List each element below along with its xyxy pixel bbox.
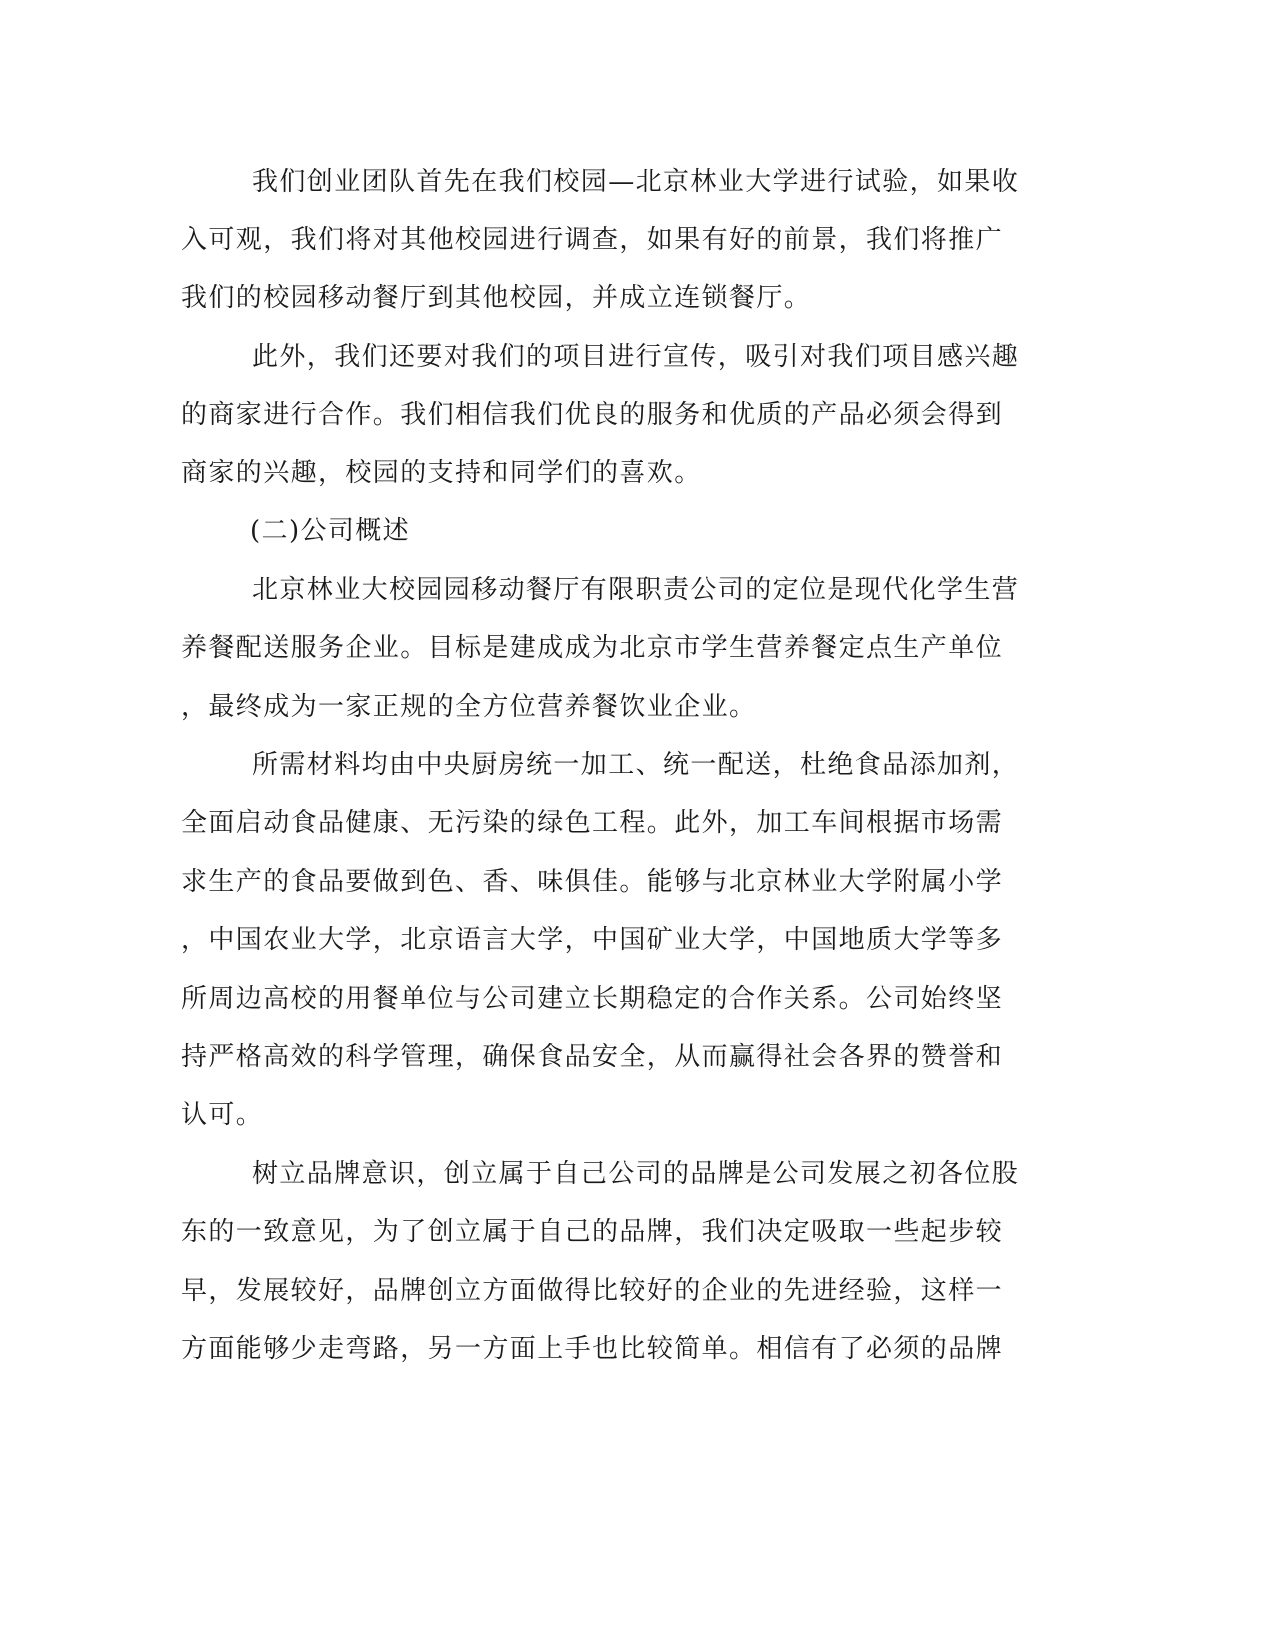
text-line: 养餐配送服务企业。目标是建成成为北京市学生营养餐定点生产单位 (181, 633, 1004, 663)
text-line: 的商家进行合作。我们相信我们优良的服务和优质的产品必须会得到 (181, 400, 1004, 430)
text-line: 持严格高效的科学管理，确保食品安全，从而赢得社会各界的赞誉和 (181, 1042, 1004, 1072)
text-line: 求生产的食品要做到色、香、味俱佳。能够与北京林业大学附属小学 (181, 867, 1004, 897)
text-line: 此外，我们还要对我们的项目进行宣传，吸引对我们项目感兴趣 (252, 342, 1020, 372)
text-line: 商家的兴趣，校园的支持和同学们的喜欢。 (181, 458, 702, 488)
text-line: ，中国农业大学，北京语言大学，中国矿业大学，中国地质大学等多 (181, 925, 1004, 955)
text-line: 全面启动食品健康、无污染的绿色工程。此外，加工车间根据市场需 (181, 808, 1004, 838)
text-line: 树立品牌意识，创立属于自己公司的品牌是公司发展之初各位股 (252, 1159, 1020, 1189)
section-heading: (二)公司概述 (250, 516, 411, 546)
text-line: 方面能够少走弯路，另一方面上手也比较简单。相信有了必须的品牌 (181, 1334, 1004, 1364)
text-line: 所周边高校的用餐单位与公司建立长期稳定的合作关系。公司始终坚 (181, 984, 1004, 1014)
text-line: 我们创业团队首先在我们校园—北京林业大学进行试验，如果收 (252, 167, 1020, 197)
text-line: 我们的校园移动餐厅到其他校园，并成立连锁餐厅。 (181, 283, 812, 313)
text-line: 所需材料均由中央厨房统一加工、统一配送，杜绝食品添加剂， (252, 750, 1020, 780)
text-line: 北京林业大校园园移动餐厅有限职责公司的定位是现代化学生营 (252, 575, 1020, 605)
text-line: 认可。 (181, 1100, 264, 1130)
text-line: ，最终成为一家正规的全方位营养餐饮业企业。 (181, 692, 757, 722)
text-line: 早，发展较好，品牌创立方面做得比较好的企业的先进经验，这样一 (181, 1276, 1004, 1306)
text-line: 入可观，我们将对其他校园进行调查，如果有好的前景，我们将推广 (181, 225, 1004, 255)
text-line: 东的一致意见，为了创立属于自己的品牌，我们决定吸取一些起步较 (181, 1217, 1004, 1247)
